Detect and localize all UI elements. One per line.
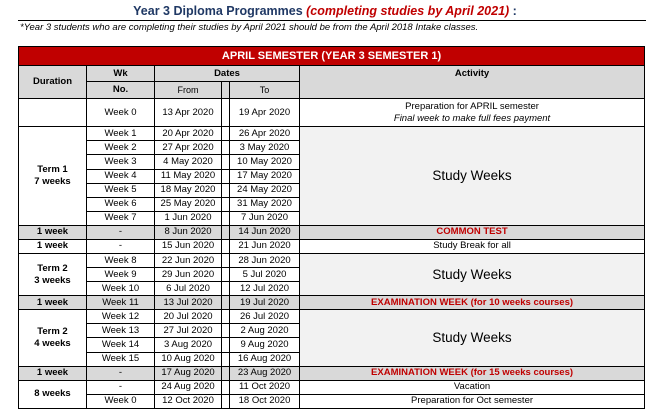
title-suffix: : — [509, 4, 517, 18]
from-cell: 18 May 2020 — [155, 183, 222, 197]
to-cell: 7 Jun 2020 — [230, 211, 300, 225]
week-cell: Week 3 — [87, 155, 155, 169]
duration-cell: 8 weeks — [19, 380, 87, 408]
from-cell: 8 Jun 2020 — [155, 225, 222, 239]
week-cell: - — [87, 380, 155, 394]
week-cell: Week 15 — [87, 352, 155, 366]
to-cell: 18 Oct 2020 — [230, 394, 300, 408]
from-cell: 24 Aug 2020 — [155, 380, 222, 394]
to-cell: 17 May 2020 — [230, 169, 300, 183]
duration-cell: 1 week — [19, 366, 87, 380]
study-weeks-cell: Study Weeks — [300, 254, 645, 296]
title-main: Year 3 Diploma Programmes — [133, 4, 307, 18]
duration-cell: 1 week — [19, 239, 87, 253]
week-cell: - — [87, 239, 155, 253]
from-cell: 27 Jul 2020 — [155, 324, 222, 338]
term-label: Term 1 — [37, 164, 68, 176]
to-cell: 2 Aug 2020 — [230, 324, 300, 338]
table-row — [19, 380, 645, 394]
spacer-cell — [222, 127, 230, 141]
study-weeks-cell: Study Weeks — [300, 127, 645, 226]
duration-cell — [19, 99, 87, 127]
duration-cell: 1 week — [19, 225, 87, 239]
table-row — [19, 239, 645, 253]
week-cell: Week 11 — [87, 296, 155, 310]
title-rule — [18, 20, 646, 21]
term-length: 7 weeks — [34, 176, 71, 188]
from-cell: 6 Jul 2020 — [155, 282, 222, 296]
spacer-cell — [222, 296, 230, 310]
activity-cell: EXAMINATION WEEK (for 10 weeks courses) — [300, 296, 645, 310]
to-cell: 28 Jun 2020 — [230, 254, 300, 268]
activity-cell: Vacation — [300, 380, 645, 394]
header-wk: Wk — [87, 65, 155, 82]
from-cell: 29 Jun 2020 — [155, 268, 222, 282]
to-cell: 21 Jun 2020 — [230, 239, 300, 253]
spacer-cell — [222, 324, 230, 338]
week-cell: Week 12 — [87, 310, 155, 324]
activity-cell: Preparation for Oct semester — [300, 394, 645, 408]
spacer-cell — [222, 282, 230, 296]
title-highlight: (completing studies by April 2021) — [306, 4, 510, 18]
to-cell: 14 Jun 2020 — [230, 225, 300, 239]
to-cell: 16 Aug 2020 — [230, 352, 300, 366]
header-no: No. — [87, 82, 155, 99]
from-cell: 15 Jun 2020 — [155, 239, 222, 253]
term-cell — [19, 310, 87, 366]
to-cell: 11 Oct 2020 — [230, 380, 300, 394]
column-header-row — [19, 65, 645, 82]
from-cell: 3 Aug 2020 — [155, 338, 222, 352]
from-cell: 13 Jul 2020 — [155, 296, 222, 310]
to-cell: 31 May 2020 — [230, 197, 300, 211]
to-cell: 12 Jul 2020 — [230, 282, 300, 296]
spacer-cell — [222, 366, 230, 380]
to-cell: 24 May 2020 — [230, 183, 300, 197]
header-spacer — [222, 82, 230, 99]
from-cell: 27 Apr 2020 — [155, 141, 222, 155]
week-cell: Week 14 — [87, 338, 155, 352]
spacer-cell — [222, 99, 230, 127]
activity-cell — [300, 99, 645, 127]
week-cell: Week 6 — [87, 197, 155, 211]
table-row — [19, 394, 645, 408]
week-cell: Week 9 — [87, 268, 155, 282]
activity-cell: EXAMINATION WEEK (for 15 weeks courses) — [300, 366, 645, 380]
term-cell — [19, 254, 87, 296]
week-cell: Week 0 — [87, 99, 155, 127]
from-cell: 13 Apr 2020 — [155, 99, 222, 127]
header-dates: Dates — [155, 65, 300, 82]
from-cell: 22 Jun 2020 — [155, 254, 222, 268]
spacer-cell — [222, 310, 230, 324]
week-cell: Week 8 — [87, 254, 155, 268]
activity-subtext: Final week to make full fees payment — [393, 112, 551, 124]
from-cell: 20 Apr 2020 — [155, 127, 222, 141]
spacer-cell — [222, 254, 230, 268]
semester-title: APRIL SEMESTER (YEAR 3 SEMESTER 1) — [19, 47, 645, 66]
table-row-highlight — [19, 366, 645, 380]
to-cell: 26 Jul 2020 — [230, 310, 300, 324]
term-length: 3 weeks — [34, 274, 71, 286]
to-cell: 26 Apr 2020 — [230, 127, 300, 141]
from-cell: 4 May 2020 — [155, 155, 222, 169]
week-cell: - — [87, 366, 155, 380]
activity-cell: Study Break for all — [300, 239, 645, 253]
semester-header-row — [19, 47, 645, 66]
spacer-cell — [222, 141, 230, 155]
table-row-highlight — [19, 296, 645, 310]
spacer-cell — [222, 183, 230, 197]
week-cell: Week 10 — [87, 282, 155, 296]
to-cell: 23 Aug 2020 — [230, 366, 300, 380]
table-row — [19, 99, 645, 127]
table-row — [19, 127, 645, 141]
spacer-cell — [222, 352, 230, 366]
week-cell: Week 13 — [87, 324, 155, 338]
header-from: From — [155, 82, 222, 99]
spacer-cell — [222, 197, 230, 211]
to-cell: 10 May 2020 — [230, 155, 300, 169]
week-cell: Week 1 — [87, 127, 155, 141]
spacer-cell — [222, 268, 230, 282]
header-duration: Duration — [19, 65, 87, 98]
week-cell: Week 2 — [87, 141, 155, 155]
term-length: 4 weeks — [34, 337, 71, 349]
from-cell: 20 Jul 2020 — [155, 310, 222, 324]
week-cell: - — [87, 225, 155, 239]
to-cell: 19 Apr 2020 — [230, 99, 300, 127]
spacer-cell — [222, 225, 230, 239]
header-to: To — [230, 82, 300, 99]
header-activity: Activity — [300, 65, 645, 98]
term-label: Term 2 — [37, 325, 68, 337]
week-cell: Week 5 — [87, 183, 155, 197]
table-row-highlight — [19, 225, 645, 239]
study-weeks-cell: Study Weeks — [300, 310, 645, 366]
schedule-table — [18, 46, 645, 409]
from-cell: 11 May 2020 — [155, 169, 222, 183]
from-cell: 17 Aug 2020 — [155, 366, 222, 380]
spacer-cell — [222, 380, 230, 394]
week-cell: Week 7 — [87, 211, 155, 225]
duration-cell: 1 week — [19, 296, 87, 310]
to-cell: 3 May 2020 — [230, 141, 300, 155]
week-cell: Week 4 — [87, 169, 155, 183]
term-label: Term 2 — [37, 262, 68, 274]
spacer-cell — [222, 211, 230, 225]
table-row — [19, 310, 645, 324]
from-cell: 1 Jun 2020 — [155, 211, 222, 225]
to-cell: 19 Jul 2020 — [230, 296, 300, 310]
page-title — [0, 4, 650, 18]
from-cell: 12 Oct 2020 — [155, 394, 222, 408]
term-cell — [19, 127, 87, 226]
spacer-cell — [222, 169, 230, 183]
spacer-cell — [222, 155, 230, 169]
to-cell: 5 Jul 2020 — [230, 268, 300, 282]
from-cell: 25 May 2020 — [155, 197, 222, 211]
intake-note: *Year 3 students who are completing their studies by April 2021 should be from the April 2018 Intake classes. — [20, 22, 479, 33]
from-cell: 10 Aug 2020 — [155, 352, 222, 366]
activity-cell: COMMON TEST — [300, 225, 645, 239]
week-cell: Week 0 — [87, 394, 155, 408]
to-cell: 9 Aug 2020 — [230, 338, 300, 352]
activity-text: Preparation for APRIL semester — [405, 100, 539, 112]
spacer-cell — [222, 394, 230, 408]
spacer-cell — [222, 338, 230, 352]
table-row — [19, 254, 645, 268]
spacer-cell — [222, 239, 230, 253]
